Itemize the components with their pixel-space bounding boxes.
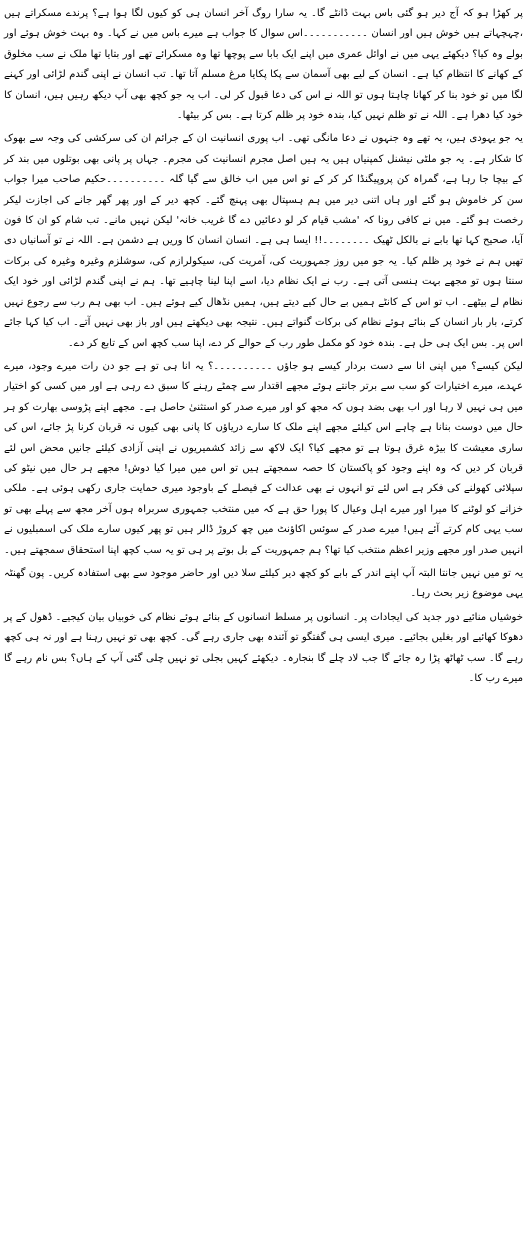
paragraph-2: یہ جو یہودی ہیں، یہ تھے وہ جنہوں نے دعا مانگی تھی۔ اب پوری انسانیت ان کے جرائم ان کی سرکشی کی وجہ سے بھوک کا شکار ہے۔ یہ جو ملٹی نیشنل کمپنیاں ہیں یہ ہیں اصل مجرم انسانیت کی مجرم۔ جہاں پر پانی بھی بوتلوں میں بند کر کے بیچا جا رہا ہے، گمراہ کن پروپیگنڈا کر کر کے تو اس میں اب خالق سے گیا گلہ ۔۔۔۔۔۔۔۔۔۔حکیم صاحب میرا جواب سن کر خاموش ہو گئے اور ہاں اتنی دیر میں ہم ہسپتال بھی پہنچ گئے۔ کچھ دیر کے اور پھر گھر جانے کی اجازت لیکر رخصت ہو گئے۔ میں نے کافی رونا کہ 'مشب قیام کر لو دعائیں دے گا غریب خانہ' لیکن نہیں مانے۔ تب شام کو ان کا فون آیا، صحیح کہا تھا بابے نے بالکل ٹھیک ۔۔۔۔۔۔۔۔!! ایسا ہی ہے۔ انسان انسان کا وریں ہے دشمن ہے۔ اللہ نے تو آسانیاں دی تھیں ہم نے خود پر ظلم کیا۔ یہ جو میں روز جمہوریت کی، آمریت کی، سیکولرازم کی، سوشلزم وغیرہ وغیرہ کی برکات سنتا ہوں تو مجھے بہت ہنسی آتی ہے۔ رب نے ایک نظام دیا، اسے اپنا لینا چاہیے تھا۔ ہم نے اپنی گندم لڑائی اور خود ایک نظام لے بیٹھے۔ اب تو اس کے کانٹے ہمیں بے حال کیے دیتے ہیں، ہمیں نڈھال کیے ہوئے ہیں۔ اب بھی ہم رب سے رجوع نہیں کرتے، بار بار انسان کے بنائے ہوئے نظام کی برکات گنواتے ہیں۔ نتیجہ بھی دیکھتے ہیں اور باز بھی نہیں آتے۔ اب کیا کہا جائے اس پر۔ بس ایک ہی حل ہے۔ بندہ خود کو مکمل طور رب کے حوالے کر دے، اپنا سب کچھ اس کے تابع کر دے۔ <box>4 133 523 349</box>
paragraph-3: لیکن کیسے؟ میں اپنی انا سے دست بردار کیسے ہو جاؤں ۔۔۔۔۔۔۔۔۔۔؟ یہ انا ہی تو ہے جو دن رات میرے وجود، میرے عہدے، میرے اختیارات کو سب سے برتر جانتے ہوئے مجھے اقتدار سے چمٹے رہنے کا سبق دے رہی ہے اور میں کسی کو اختیار میں ہی نہیں لا رہا اور اب بھی بضد ہوں کہ مجھ کو اور میرے صدر کو استثنیٰ حاصل ہے۔ مجھے اپنے پڑوسی بھارت کو ہر حال میں دوست بنانا ہے چاہے اس کیلئے مجھے اپنے ملک کا سارے دریاؤں کا پانی بھی کیوں نہ قربان کرنا پڑ جائے، اس کی ساری معیشت کا بیڑہ غرق ہوتا ہے تو مجھے کیا؟ ایک لاکھ سے زائد کشمیریوں نے اپنی آزادی کیلئے جانیں محض اس لئے قربان کر دیں کہ وہ اپنے وجود کو پاکستان کا حصہ سمجھتے ہیں تو اس میں میرا کیا دوش! مجھے ہر حال میں نیٹو کی سپلائی کھولنے کی فکر ہے اس لئے تو انہوں نے بھی عدالت کے فیصلے کے باوجود میری حمایت جاری رکھی ہوئی ہے۔ ملکی خزانے کو لوٹنے کا میرا اور میرے اہل وعیال کا پورا حق ہے کہ میں منتخب جمہوری سربراہ ہوں آخر مجھ سے پہلے بھی تو سب یہی کام کرتے آئے ہیں! میرے صدر کے سوئس اکاؤنٹ میں چھ کروڑ ڈالر ہیں تو پھر کیوں سارے ملک کی اسمبلیوں نے انہیں صدر اور مجھے وزیر اعظم منتخب کیا تھا؟ ہم جمہوریت کے بل بوتے پر ہی تو یہ سب کچھ اپنا استحقاق سمجھتے ہیں۔ <box>4 360 523 556</box>
paragraph-4: یہ تو میں نہیں جانتا البتہ آپ اپنے اندر کے بابے کو کچھ دیر کیلئے سلا دیں اور حاضر موجود سے بھی استفادہ کریں۔ پون گھنٹہ یہی موضوع زیر بحث رہا۔ <box>4 567 523 600</box>
paragraph-5: خوشیاں منائیے دور جدید کی ایجادات پر۔ انسانوں پر مسلط انسانوں کے بنائے ہوئے نظام کی خوبیاں بیان کیجیے۔ ڈھول کے پر دھوکا کھائیے اور بغلیں بجائیے۔ میری ایسی ہی گفتگو تو آئندہ بھی جاری رہے گی۔ کچھ بھی تو نہیں رہنا ہے اور نہ ہی کچھ رہے گا۔ سب ٹھاٹھ پڑا رہ جائے گا جب لاد چلے گا بنجارہ۔ دیکھئے کہیں بجلی تو نہیں چلی گئی آپ کے ہاں؟ بس نام رہے گا میرے رب کا۔ <box>4 611 523 684</box>
paragraph-1: پر کھڑا ہو کہ آج دیر ہو گئی باس بہت ڈانٹے گا۔ یہ سارا روگ آخر انسان ہی کو کیوں لگا ہوا ہے؟ پرندے مسکراتے ہیں ،چہچہاتے ہیں خوش ہیں اور انسان ۔۔۔۔۔۔۔۔۔۔۔اس سوال کا جواب ہے میرے باس میں نے کہا۔ وہ بہت خوش ہوئے اور بولے وہ کیا؟ دیکھئے یہی میں نے اوائل عمری میں اپنے ایک بابا سے پوچھا تھا وہ مسکرائے تھے اور بتایا تھا ملک نے سب مخلوق کے کھانے کا انتظام کیا ہے۔ انسان کے لیے بھی آسمان سے پکا پکایا مرغ مسلم آتا تھا۔ تب انسان نے اپنی گندم لڑائی اور کہنے لگا میں تو خود بنا کر کھانا چاہتا ہوں تو اللہ نے اس کی دعا قبول کر لی۔ اب یہ جو کچھ بھی آپ دیکھ رہیں ہیں، انسان کا خود کیا دھرا ہے۔ اللہ نے تو ظلم نہیں کیا، بندہ خود پر ظلم کرتا ہے۔ بس کر بیٹھا۔ <box>4 8 523 122</box>
